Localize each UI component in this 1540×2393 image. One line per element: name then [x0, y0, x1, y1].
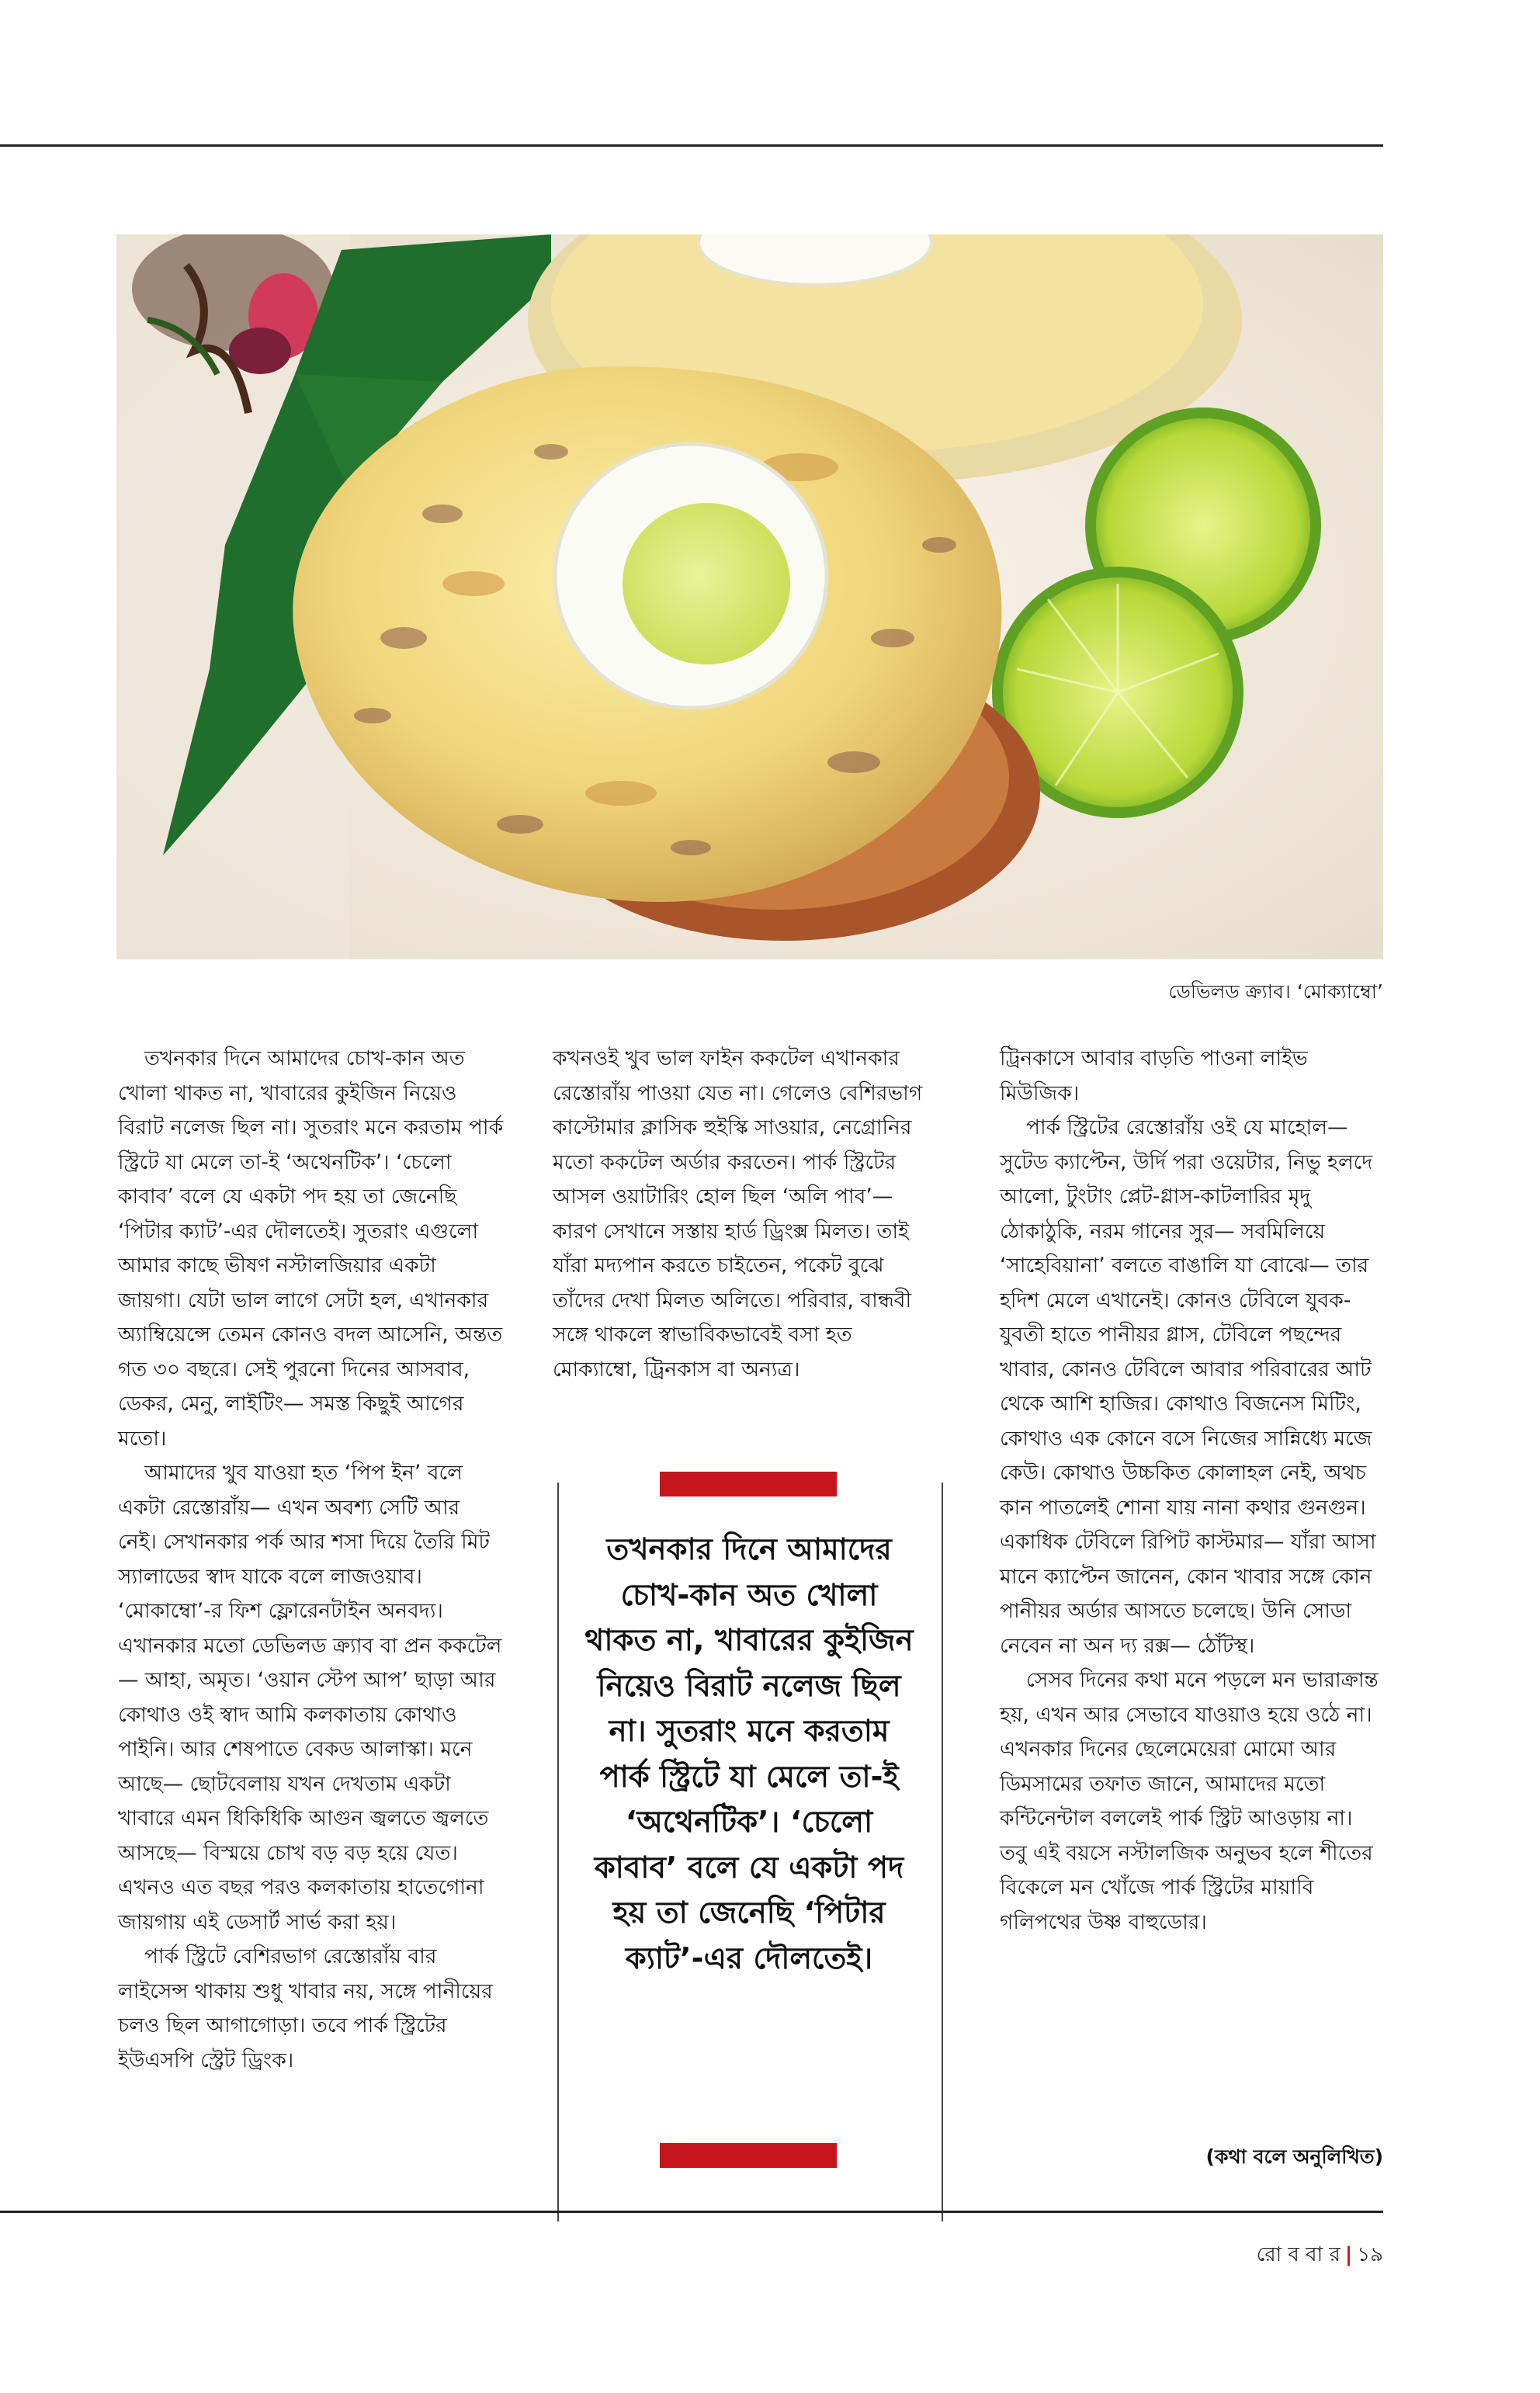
column-divider-right	[942, 1483, 943, 2221]
paragraph: তখনকার দিনে আমাদের চোখ-কান অত খোলা থাকত না, খাবারের কুইজিন নিয়েও বিরাট নলেজ ছিল না। সুতরাং মনে করতাম পার্ক স্ট্রিটে যা মেলে তা-ই ‘অথেনটিক’। ‘চেলো কাবাব’ বলে যে একটা পদ হয় তা জেনেছি ‘পিটার ক্যাট’-এর দৌলতেই। সুতরাং এগুলো আমার কাছে ভীষণ নস্টালজিয়ার একটা জায়গা। যেটা ভাল লাগে সেটা হল, এখানকার অ্যাম্বিয়েন্সে তেমন কোনও বদল আসেনি, অন্তত গত ৩০ বছরে। সেই পুরনো দিনের আসবাব, ডেকর, মেনু, লাইটিং— সমস্ত কিছুই আগের মতো।	[118, 1046, 504, 1451]
column-3	[1000, 1042, 1385, 1940]
author-credit: (কথা বলে অনুলিখিত)	[1205, 2145, 1383, 2168]
paragraph: পার্ক স্ট্রিটের রেস্তোরাঁয় ওই যে মাহোল— সুটেড ক্যাপ্টেন, উর্দি পরা ওয়েটার, নিভু হলদে আলো, টুংটাং প্লেট-গ্লাস-কাটলারির মৃদু ঠোকাঠুকি, নরম গানের সুর— সবমিলিয়ে ‘সাহেবিয়ানা’ বলতে বাঙালি যা বোঝে— তার হদিশ মেলে এখানেই। কোনও টেবিলে যুবক-যুবতী হাতে পানীয়র গ্লাস, টেবিলে পছন্দের খাবার, কোনও টেবিলে আবার পরিবারের আট থেকে আশি হাজির। কোথাও বিজনেস মিটিং, কোথাও এক কোনে বসে নিজের সান্নিধ্যে মজে কেউ। কোথাও উচ্চকিত কোলাহল নেই, অথচ কান পাতলেই শোনা যায় নানা কথার গুনগুন। একাধিক টেবিলে রিপিট কাস্টমার— যাঁরা আসা মানে ক্যাপ্টেন জানেন, কোন খাবার সঙ্গে কোন পানীয়র অর্ডার আসতে চলেছে। উনি সোডা নেবেন না অন দ্য রক্স— ঠোঁটস্থ।	[1000, 1115, 1376, 1658]
paragraph: ট্রিনকাসে আবার বাড়তি পাওনা লাইভ মিউজিক।	[1000, 1046, 1308, 1105]
bottom-rule	[0, 2211, 1383, 2213]
page-number: ১৯	[1357, 2243, 1383, 2266]
column-1	[118, 1042, 505, 2078]
paragraph: কখনওই খুব ভাল ফাইন ককটেল এখানকার রেস্তোরাঁয় পাওয়া যেত না। গেলেও বেশিরভাগ কাস্টোমার ক্লাসিক হুইস্কি সাওয়ার, নেগ্রোনির মতো ককটেল অর্ডার করতেন। পার্ক স্ট্রিটের আসল ওয়াটারিং হোল ছিল ‘অলি পাব’— কারণ সেখানে সস্তায় হার্ড ড্রিংক্স মিলত। তাই যাঁরা মদ্যপান করতে চাইতেন, পকেট বুঝে তাঁদের দেখা মিলত অলিতে। পরিবার, বান্ধবী সঙ্গে থাকলে স্বাভাবিকভাবেই বসা হত মোক্যাম্বো, ট্রিনকাস বা অন্যত্র।	[553, 1046, 923, 1382]
pullquote-bottom-bar	[660, 2143, 837, 2168]
paragraph: পার্ক স্ট্রিটে বেশিরভাগ রেস্তোরাঁয় বার লাইসেন্স থাকায় শুধু খাবার নয়, সঙ্গে পানীয়ের চলও ছিল আগাগোড়া। তবে পার্ক স্ট্রিটের ইউএসপি স্ট্রেট ড্রিংক।	[118, 1944, 493, 2072]
paragraph: আমাদের খুব যাওয়া হত ‘পিপ ইন’ বলে একটা রেস্তোরাঁয়— এখন অবশ্য সেটি আর নেই। সেখানকার পর্ক আর শসা দিয়ে তৈরি মিট স্যালাডের স্বাদ যাকে বলে লাজওয়াব। ‘মোকাম্বো’-র ফিশ ফ্লোরেনটাইন অনবদ্য। এখানকার মতো ডেভিলড ক্র্যাব বা প্রন ককটেল— আহা, অমৃত। ‘ওয়ান স্টেপ আপ’ ছাড়া আর কোথাও ওই স্বাদ আমি কলকাতায় কোথাও পাইনি। আর শেষপাতে বেকড আলাস্কা। মনে আছে— ছোটবেলায় যখন দেখতাম একটা খাবারে এমন ধিকিধিকি আগুন জ্বলতে জ্বলতে আসছে— বিস্ময়ে চোখ বড় বড় হয়ে যেত। এখনও এত বছর পরও কলকাতায় হাতেগোনা জায়গায় এই ডেসার্ট সার্ভ করা হয়।	[118, 1461, 502, 1934]
column-2	[553, 1042, 931, 1387]
section-name: রো ব বা র	[1256, 2243, 1341, 2266]
photo-caption: ডেভিলড ক্র্যাব। ‘মোক্যাম্বো’	[1168, 980, 1383, 1003]
food-photo	[116, 234, 1383, 959]
folio-separator: |	[1344, 2243, 1353, 2266]
page-folio	[1257, 2239, 1383, 2273]
pullquote-top-bar	[660, 1472, 837, 1496]
egg-yolk	[623, 503, 790, 664]
column-divider-left	[557, 1483, 559, 2221]
top-rule	[0, 144, 1383, 147]
devilled-crab-illustration	[116, 234, 1383, 959]
paragraph: সেসব দিনের কথা মনে পড়লে মন ভারাক্রান্ত হয়, এখন আর সেভাবে যাওয়াও হয়ে ওঠে না। এখনকার দিনের ছেলেমেয়েরা মোমো আর ডিমসামের তফাত জানে, আমাদের মতো কন্টিনেন্টাল বললেই পার্ক স্ট্রিট আওড়ায় না। তবু এই বয়সে নস্টালজিক অনুভব হলে শীতের বিকেলে মন খোঁজে পার্ক স্ট্রিটের মায়াবি গলিপথের উষ্ণ বাহুডোর।	[1000, 1668, 1379, 1934]
pullquote: তখনকার দিনে আমাদের চোখ-কান অত খোলা থাকত না, খাবারের কুইজিন নিয়েও বিরাট নলেজ ছিল না। সুতরাং মনে করতাম পার্ক স্ট্রিটে যা মেলে তা-ই ‘অথেনটিক’। ‘চেলো কাবাব’ বলে যে একটা পদ হয় তা জেনেছি ‘পিটার ক্যাট’-এর দৌলতেই।	[584, 1532, 914, 1976]
